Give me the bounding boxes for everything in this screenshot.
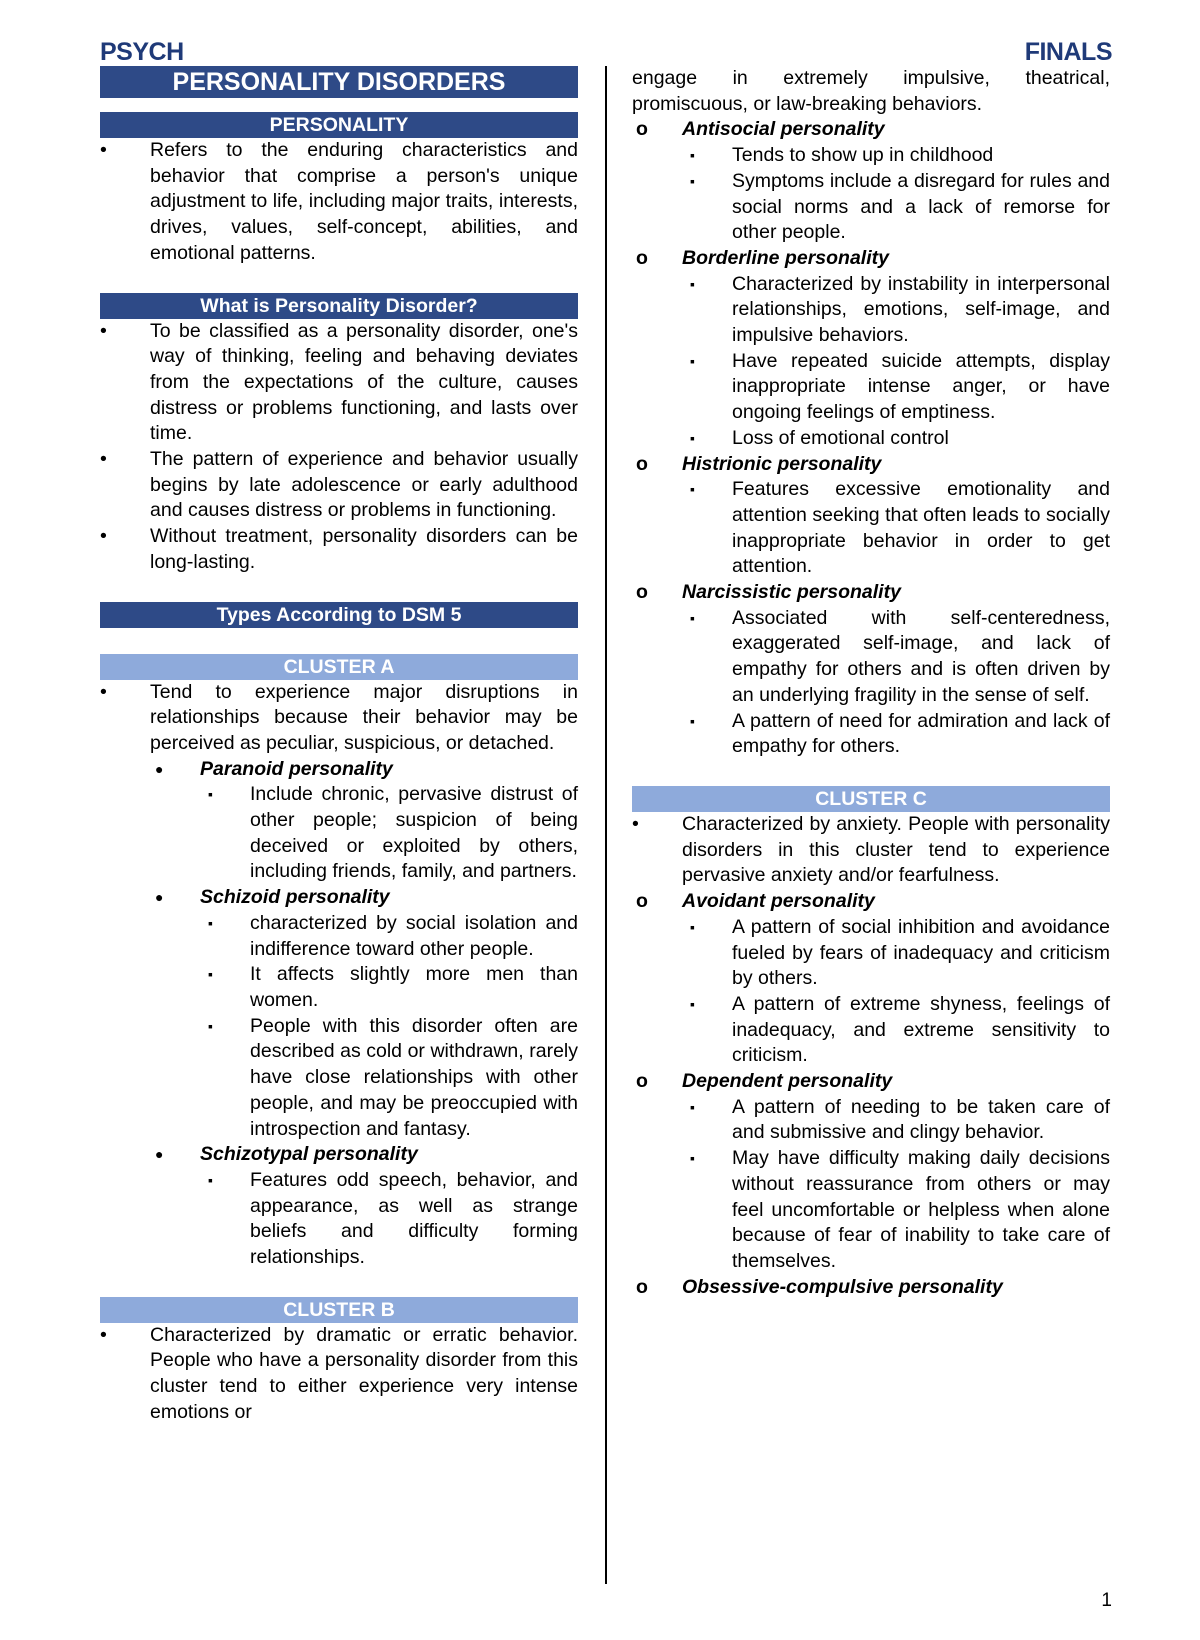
header-term: FINALS <box>1024 38 1112 66</box>
disorder-name-dependent: o Dependent personality <box>632 1069 1110 1095</box>
list-item: ▪ It affects slightly more men than women. <box>100 962 578 1013</box>
list-item: ▪ People with this disorder often are described as cold or withdrawn, rarely have close relationships with other people, and may be preoccupied with introspection and fantasy. <box>100 1014 578 1143</box>
list-item: ▪ A pattern of social inhibition and avoidance fueled by fears of inadequacy and criticism by others. <box>632 915 1110 992</box>
disorder-name-antisocial: o Antisocial personality <box>632 117 1110 143</box>
list-item: • Without treatment, personality disorders can be long-lasting. <box>100 524 578 575</box>
what-is-list <box>100 319 578 576</box>
list-item: ▪ characterized by social isolation and indifference toward other people. <box>100 911 578 962</box>
section-heading-what-is: What is Personality Disorder? <box>100 293 578 319</box>
list-item: • Tend to experience major disruptions in relationships because their behavior may be perceived as peculiar, suspicious, or detached. <box>100 680 578 757</box>
page-number: 1 <box>1101 1590 1112 1611</box>
section-heading-types: Types According to DSM 5 <box>100 602 578 628</box>
list-item: ▪ Characterized by instability in interpersonal relationships, emotions, self-image, and impulsive behaviors. <box>632 272 1110 349</box>
list-item: ▪ Tends to show up in childhood <box>632 143 1110 169</box>
cluster-a-list <box>100 680 578 1271</box>
disorder-name-histrionic: o Histrionic personality <box>632 452 1110 478</box>
list-item: ▪ A pattern of needing to be taken care of and submissive and clingy behavior. <box>632 1095 1110 1146</box>
cluster-b-intro-list <box>100 1323 578 1426</box>
section-heading-personality: PERSONALITY <box>100 112 578 138</box>
section-heading-cluster-a: CLUSTER A <box>100 654 578 680</box>
list-item: ▪ Features odd speech, behavior, and appearance, as well as strange beliefs and difficulty forming relationships. <box>100 1168 578 1271</box>
right-column <box>632 66 1110 1300</box>
disorder-name-borderline: o Borderline personality <box>632 246 1110 272</box>
disorder-name-paranoid: ● Paranoid personality <box>100 757 578 783</box>
left-column <box>100 66 578 1426</box>
list-item: ▪ A pattern of need for admiration and lack of empathy for others. <box>632 709 1110 760</box>
disorder-name-schizoid: ● Schizoid personality <box>100 885 578 911</box>
cluster-b-intro-continued: engage in extremely impulsive, theatrical, promiscuous, or law-breaking behaviors. <box>632 67 1110 115</box>
header-subject: PSYCH <box>100 38 184 66</box>
cluster-c-list <box>632 812 1110 1300</box>
disorder-name-avoidant: o Avoidant personality <box>632 889 1110 915</box>
list-item: ▪ A pattern of extreme shyness, feelings of inadequacy, and extreme sensitivity to criticism. <box>632 992 1110 1069</box>
list-item: • The pattern of experience and behavior usually begins by late adolescence or early adulthood and causes distress or problems in functioning. <box>100 447 578 524</box>
section-heading-cluster-b: CLUSTER B <box>100 1297 578 1323</box>
list-item: • Characterized by anxiety. People with personality disorders in this cluster tend to experience pervasive anxiety and/or fearfulness. <box>632 812 1110 889</box>
list-item: ▪ Have repeated suicide attempts, display inappropriate intense anger, or have ongoing feelings of emptiness. <box>632 349 1110 426</box>
column-divider <box>605 66 607 1584</box>
disorder-name-narcissistic: o Narcissistic personality <box>632 580 1110 606</box>
disorder-name-obsessive-compulsive: o Obsessive-compulsive personality <box>632 1275 1110 1301</box>
personality-list <box>100 138 578 267</box>
list-item: ▪ May have difficulty making daily decisions without reassurance from others or may feel uncomfortable or helpless when alone because of fear of inability to take care of themselves. <box>632 1146 1110 1275</box>
list-item: ▪ Associated with self-centeredness, exaggerated self-image, and lack of empathy for others and is often driven by an underlying fragility in the sense of self. <box>632 606 1110 709</box>
list-item: • Characterized by dramatic or erratic behavior. People who have a personality disorder from this cluster tend to either experience very intense emotions or <box>100 1323 578 1426</box>
section-heading-cluster-c: CLUSTER C <box>632 786 1110 812</box>
list-item: ▪ Symptoms include a disregard for rules and social norms and a lack of remorse for other people. <box>632 169 1110 246</box>
list-item: ▪ Loss of emotional control <box>632 426 1110 452</box>
list-item: ▪ Include chronic, pervasive distrust of other people; suspicion of being deceived or exploited by others, including friends, family, and partners. <box>100 782 578 885</box>
list-item: ▪ Features excessive emotionality and attention seeking that often leads to socially inappropriate behavior in order to get attention. <box>632 477 1110 580</box>
page-title: PERSONALITY DISORDERS <box>100 66 578 98</box>
list-item: • To be classified as a personality disorder, one's way of thinking, feeling and behaving deviates from the expectations of the culture, causes distress or problems functioning, and lasts over time. <box>100 319 578 448</box>
disorder-name-schizotypal: ● Schizotypal personality <box>100 1142 578 1168</box>
list-item: • Refers to the enduring characteristics and behavior that comprise a person's unique adjustment to life, including major traits, interests, drives, values, self-concept, abilities, and emotional patterns. <box>100 138 578 267</box>
cluster-b-list <box>632 117 1110 760</box>
